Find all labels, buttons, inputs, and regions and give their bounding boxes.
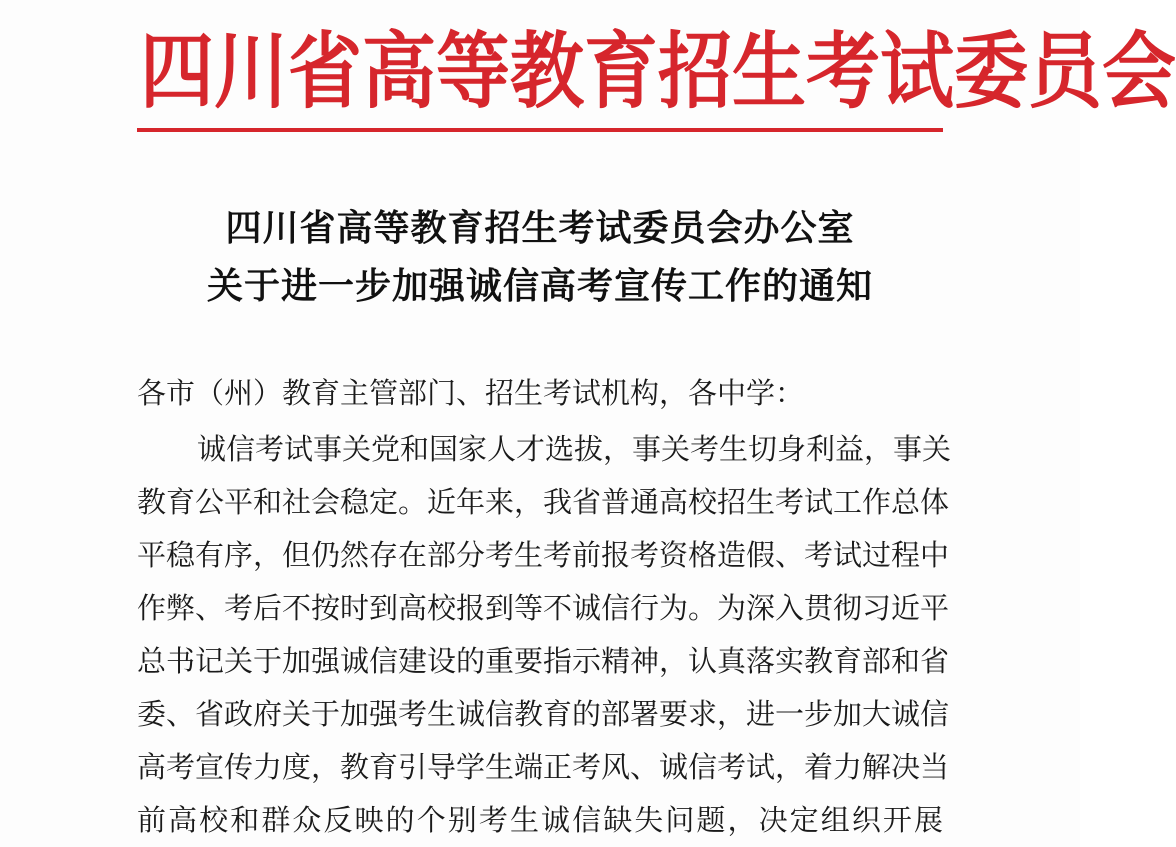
letterhead-char: 省	[288, 23, 362, 121]
document-title-line-2: 关于进一步加强诚信高考宣传工作的通知	[206, 265, 873, 307]
letterhead-char: 四	[140, 23, 214, 121]
letterhead-char: 招	[658, 23, 732, 121]
letterhead-char: 委	[954, 23, 1028, 121]
letterhead-char: 会	[1102, 23, 1176, 121]
body-line: 高考宣传力度，教育引导学生端正考风、诚信考试，着力解决当	[137, 750, 950, 784]
body-line: 前高校和群众反映的个别考生诚信缺失问题，决定组织开展	[137, 803, 943, 837]
letterhead-red-rule	[137, 128, 943, 132]
salutation: 各市（州）教育主管部门、招生考试机构，各中学：	[137, 376, 805, 410]
letterhead-char: 等	[436, 23, 510, 121]
letterhead-org-name	[140, 22, 1176, 122]
body-line: 诚信考试事关党和国家人才选拔，事关考生切身利益，事关	[197, 432, 952, 466]
letterhead-char: 生	[732, 23, 806, 121]
body-line: 作弊、考后不按时到高校报到等不诚信行为。为深入贯彻习近平	[137, 591, 950, 625]
letterhead-char: 高	[362, 23, 436, 121]
body-line: 总书记关于加强诚信建设的重要指示精神，认真落实教育部和省	[137, 644, 950, 678]
letterhead-char: 试	[880, 23, 954, 121]
body-line: 委、省政府关于加强考生诚信教育的部署要求，进一步加大诚信	[137, 697, 950, 731]
body-line: 教育公平和社会稳定。近年来，我省普通高校招生考试工作总体	[137, 485, 950, 519]
document-title-line-1: 四川省高等教育招生考试委员会办公室	[225, 207, 855, 249]
letterhead-char: 教	[510, 23, 584, 121]
body-line: 平稳有序，但仍然存在部分考生考前报考资格造假、考试过程中	[137, 538, 950, 572]
letterhead-char: 川	[214, 23, 288, 121]
letterhead-char: 考	[806, 23, 880, 121]
letterhead-char: 育	[584, 23, 658, 121]
letterhead-char: 员	[1028, 23, 1102, 121]
